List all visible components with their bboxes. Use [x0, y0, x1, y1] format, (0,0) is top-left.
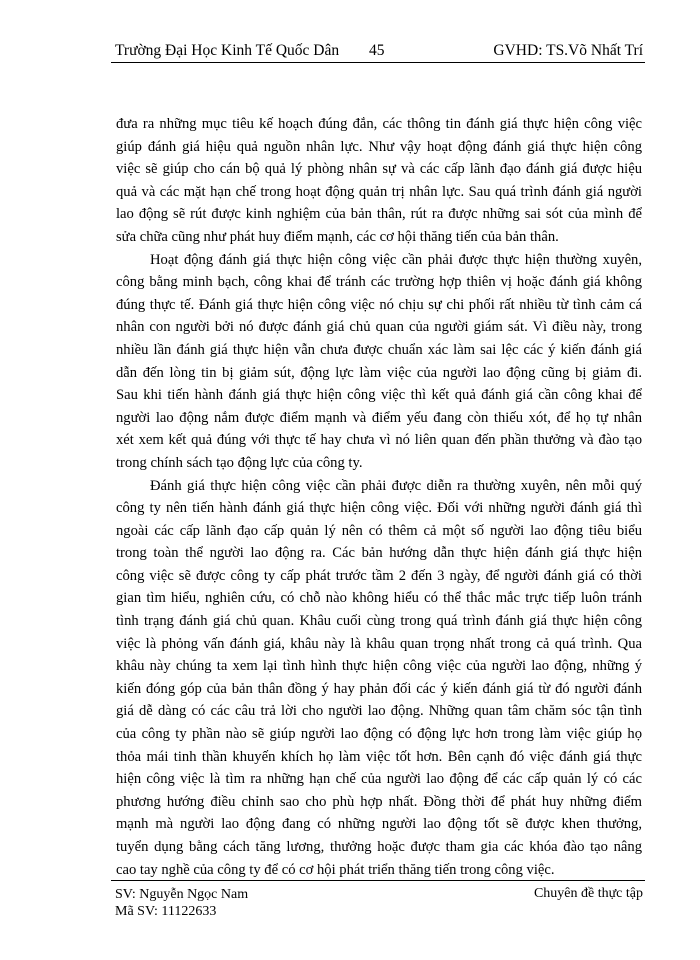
text-line: phương hướng điều chỉnh sao cho phù hợp nhất. Đồng thời để phát huy những điểm	[116, 793, 642, 810]
text-line: giúp đánh giá hiệu quả nguồn nhân lực. Như vậy hoạt động đánh giá thực hiện công	[116, 138, 642, 155]
text-line: quả và các mặt hạn chế trong hoạt động quản trị nhân lực. Sau quá trình đánh giá người	[116, 183, 642, 200]
text-line: thỏa mái tinh thần khuyến khích họ làm việc tốt hơn. Bên cạnh đó việc đánh giá thực	[116, 748, 642, 765]
text-line: dẫn đến lòng tin bị giảm sút, động lực làm việc của người lao động cũng bị giảm đi.	[116, 364, 642, 381]
school-name: Trường Đại Học Kinh Tế Quốc Dân	[115, 42, 340, 59]
student-name: SV: Nguyễn Ngọc Nam	[115, 887, 249, 902]
text-line: ngoài các cấp lãnh đạo cấp quản lý nên có thêm cả một số người lao động tiêu biểu	[116, 522, 642, 539]
student-id: Mã SV: 11122633	[115, 904, 217, 919]
text-line: công ty nên tiến hành đánh giá thực hiện công việc. Đối với những người đánh giá thì	[116, 500, 642, 517]
text-line: hiện công việc là tìm ra những hạn chế của người lao động để các cấp quản lý có các	[116, 771, 642, 788]
page-number: 45	[369, 42, 385, 59]
page-footer	[111, 880, 645, 919]
text-line: của công ty phần nào sẽ giúp người lao động có động lực hơn trong làm việc giúp họ	[116, 726, 642, 743]
page-header	[111, 40, 645, 63]
text-line: trong toàn thể người lao động ra. Các bản hướng dẫn thực hiện đánh giá thực hiện	[116, 545, 642, 562]
text-line: việc sẽ giúp cho cán bộ quả lý phòng nhân sự và các cấp lãnh đạo đánh giá được hiệu	[116, 161, 642, 178]
text-line: giá dễ dàng có các câu trả lời cho người lao động. Những quan tâm chăm sóc tận tình	[116, 703, 642, 720]
text-line: tình trạng đánh giá chủ quan. Khâu cuối cùng trong quá trình đánh giá thực hiện công	[116, 613, 642, 630]
text-line: công bằng minh bạch, công khai để tránh các trường hợp thiên vị hoặc đánh giá không	[116, 274, 642, 291]
text-line: khâu này chúng ta xem lại tình hình thực hiện công việc của người lao động, những ý	[116, 658, 642, 675]
text-line: đưa ra những mục tiêu kế hoạch đúng đắn, các thông tin đánh giá thực hiện công việc	[116, 116, 642, 132]
text-line: cao tay nghề của công ty để có cơ hội phát triển thăng tiến trong công việc.	[116, 861, 555, 878]
text-line: người lao động nắm được điểm mạnh và điểm yếu đang còn thiếu xót, để họ tự nhân	[116, 409, 642, 426]
document-type: Chuyên đề thực tập	[533, 886, 643, 901]
text-line: xét xem kết quả đúng với thực tế hay chưa vì nó liên quan đến phần thưởng và đào tạo	[116, 432, 642, 449]
text-line: Hoạt động đánh giá thực hiện công việc cần phải được thực hiện thường xuyên,	[150, 251, 642, 268]
text-line: việc là phỏng vấn đánh giá, khâu này là khâu quan trọng nhất trong cả quá trình. Qua	[116, 635, 642, 652]
advisor-name: GVHD: TS.Võ Nhất Trí	[493, 42, 643, 59]
text-line: sửa chữa cũng như phát huy điểm mạnh, các cơ hội thăng tiến của bản thân.	[116, 228, 559, 245]
text-line: Sau khi tiến hành đánh giá thực hiện công việc thì kết quả đánh giá cần công khai để	[116, 387, 642, 404]
text-line: nhân con người bởi nó được đánh giá chủ quan của người giám sát. Vì điều này, trong	[116, 319, 642, 336]
text-line: gian tìm hiểu, nghiên cứu, có chỗ nào không hiểu có thể thắc mắc trực tiếp luôn tránh	[116, 590, 642, 607]
text-line: lao động sẽ rút được kinh nghiệm của bản thân, rút ra được những sai sót của mình để	[116, 206, 642, 223]
text-line: đúng thực tế. Đánh giá thực hiện công việc nó chịu sự chi phối rất nhiều từ tình cảm cá	[116, 296, 642, 313]
text-line: Đánh giá thực hiện công việc cần phải được diễn ra thường xuyên, nên mỗi quý	[150, 477, 642, 494]
text-line: tuyển dụng bằng cách tăng lương, thưởng hoặc được tham gia các khóa đào tạo nâng	[116, 839, 642, 855]
student-info	[115, 886, 248, 920]
text-line: nhiều lần đánh giá thực hiện vẫn chưa được chuẩn xác làm sai lệc các ý kiến đánh giá	[116, 341, 642, 358]
text-line: công việc sẽ được công ty cấp phát trước tầm 2 đến 3 ngày, để người đánh giá có thời	[116, 567, 642, 584]
text-line: kiến đóng góp của bản thân đồng ý hay phản đối các ý kiến đánh giá từ đó người đánh	[116, 680, 642, 697]
text-line: trong chính sách tạo động lực của công ty.	[116, 454, 363, 471]
body-text	[116, 113, 642, 881]
text-line: mạnh mà người lao động đang có những người lao động tốt sẽ được khen thưởng,	[116, 816, 642, 833]
